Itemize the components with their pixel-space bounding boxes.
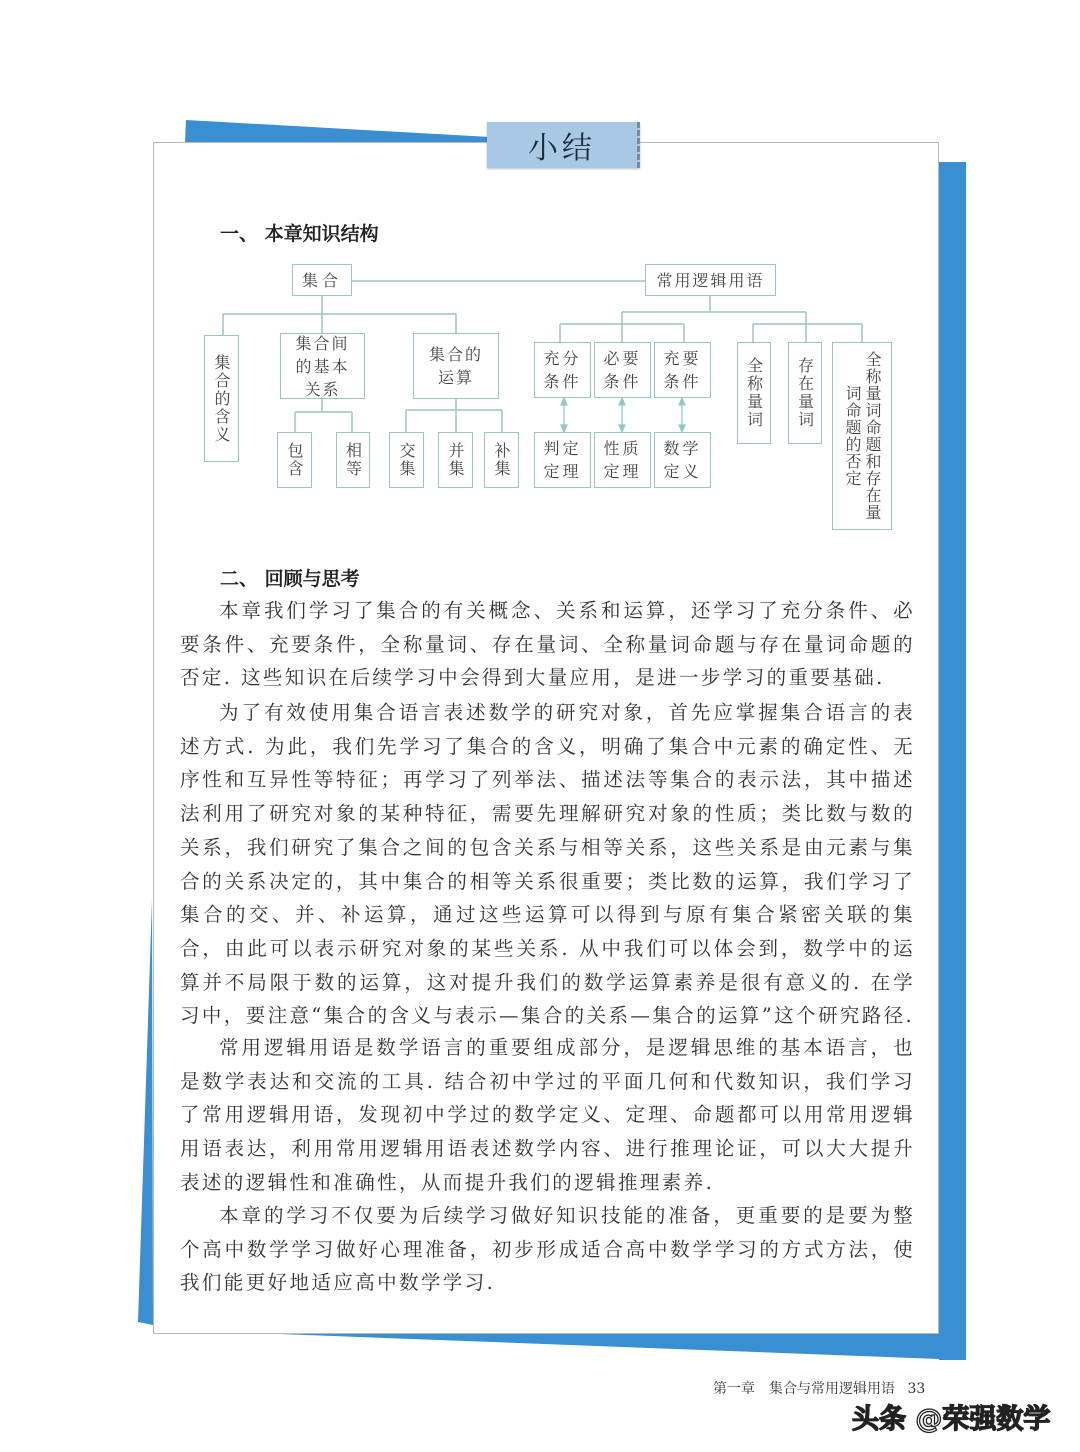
paragraph-3: 常用逻辑用语是数学语言的重要组成部分，是逻辑思维的基本语言，也是数学表达和交流的工具. 结合初中学过的平面几何和代数知识，我们学习了常用逻辑用语，发现初中学过的数学定义、定理、命题都可以用常用逻辑用语表达，利用常用逻辑用语表述数学内容、进行推理论证，可以大大提升表述的逻辑性和准确性，从而提升我们的逻辑推理素养. bbox=[180, 1036, 915, 1194]
node-union: 并集 bbox=[438, 432, 473, 488]
paragraph-2: 为了有效使用集合语言表述数学的研究对象，首先应掌握集合语言的表述方式. 为此，我们先学习了集合的含义，明确了集合中元素的确定性、无序性和互异性等特征；再学习了列举法、描述法等集合的表示法，其中描述法利用了研究对象的某种特征，需要先理解研究对象的性质；类比数与数的关系，我们研究了集合之间的包含关系与相等关系，这些关系是由元素与集合的关系决定的，其中集合的相等关系很重要；类比数的运算，我们学习了集合的交、并、补运算，通过这些运算可以得到与原有集合紧密关联的集合，由此可以表示研究对象的某些关系. 从中我们可以体会到，数学中的运算并不局限于数的运算，这对提升我们的数学运算素养是很有意义的. 在学习中，要注意“集合的含义与表示—集合的关系—集合的运算”这个研究路径. bbox=[180, 701, 915, 1028]
watermark: 头条 @荣强数学 bbox=[852, 1404, 1051, 1435]
node-necessary: 必要条件 bbox=[594, 342, 651, 398]
title-tab: 小结 bbox=[487, 122, 640, 168]
node-negation: 全称量词命题和存在量词命题的否定 bbox=[832, 342, 892, 530]
node-existential-quantifier: 存在量词 bbox=[788, 342, 822, 444]
footer-chapter: 第一章 集合与常用逻辑用语 bbox=[713, 1381, 895, 1397]
node-logic-terms: 常用逻辑用语 bbox=[645, 264, 776, 296]
node-sufficient-necessary: 充要条件 bbox=[654, 342, 711, 398]
node-subset: 包含 bbox=[277, 432, 312, 488]
section2-heading: 二、 回顾与思考 bbox=[220, 568, 360, 590]
node-universal-quantifier: 全称量词 bbox=[737, 342, 771, 444]
page-number: 33 bbox=[907, 1381, 926, 1397]
page-footer bbox=[713, 1378, 925, 1398]
node-math-definition: 数学定义 bbox=[654, 432, 711, 488]
node-intersection: 交集 bbox=[389, 432, 424, 488]
node-property-theorem: 性质定理 bbox=[594, 432, 651, 488]
bottom-blue-strip bbox=[280, 1334, 966, 1360]
node-set: 集合 bbox=[292, 264, 352, 296]
node-set-operations: 集合的运算 bbox=[413, 333, 499, 399]
section1-heading: 一、 本章知识结构 bbox=[220, 223, 379, 245]
node-sufficient: 充分条件 bbox=[534, 342, 591, 398]
node-complement: 补集 bbox=[484, 432, 519, 488]
paragraph-4: 本章的学习不仅要为后续学习做好知识技能的准备，更重要的是要为整个高中数学学习做好心理准备，初步形成适合高中数学学习的方式方法，使我们能更好地适应高中数学学习. bbox=[180, 1204, 915, 1295]
node-decision-theorem: 判定定理 bbox=[534, 432, 591, 488]
paragraph-1: 本章我们学习了集合的有关概念、关系和运算，还学习了充分条件、必要条件、充要条件，全称量词、存在量词、全称量词命题与存在量词命题的否定. 这些知识在后续学习中会得到大量应用，是进一步学习的重要基础. bbox=[180, 599, 915, 690]
node-set-meaning: 集合的含义 bbox=[204, 335, 239, 462]
node-equal: 相等 bbox=[336, 432, 370, 488]
left-blue-strip bbox=[138, 900, 153, 1325]
node-set-relations: 集合间的基本关系 bbox=[280, 333, 365, 399]
